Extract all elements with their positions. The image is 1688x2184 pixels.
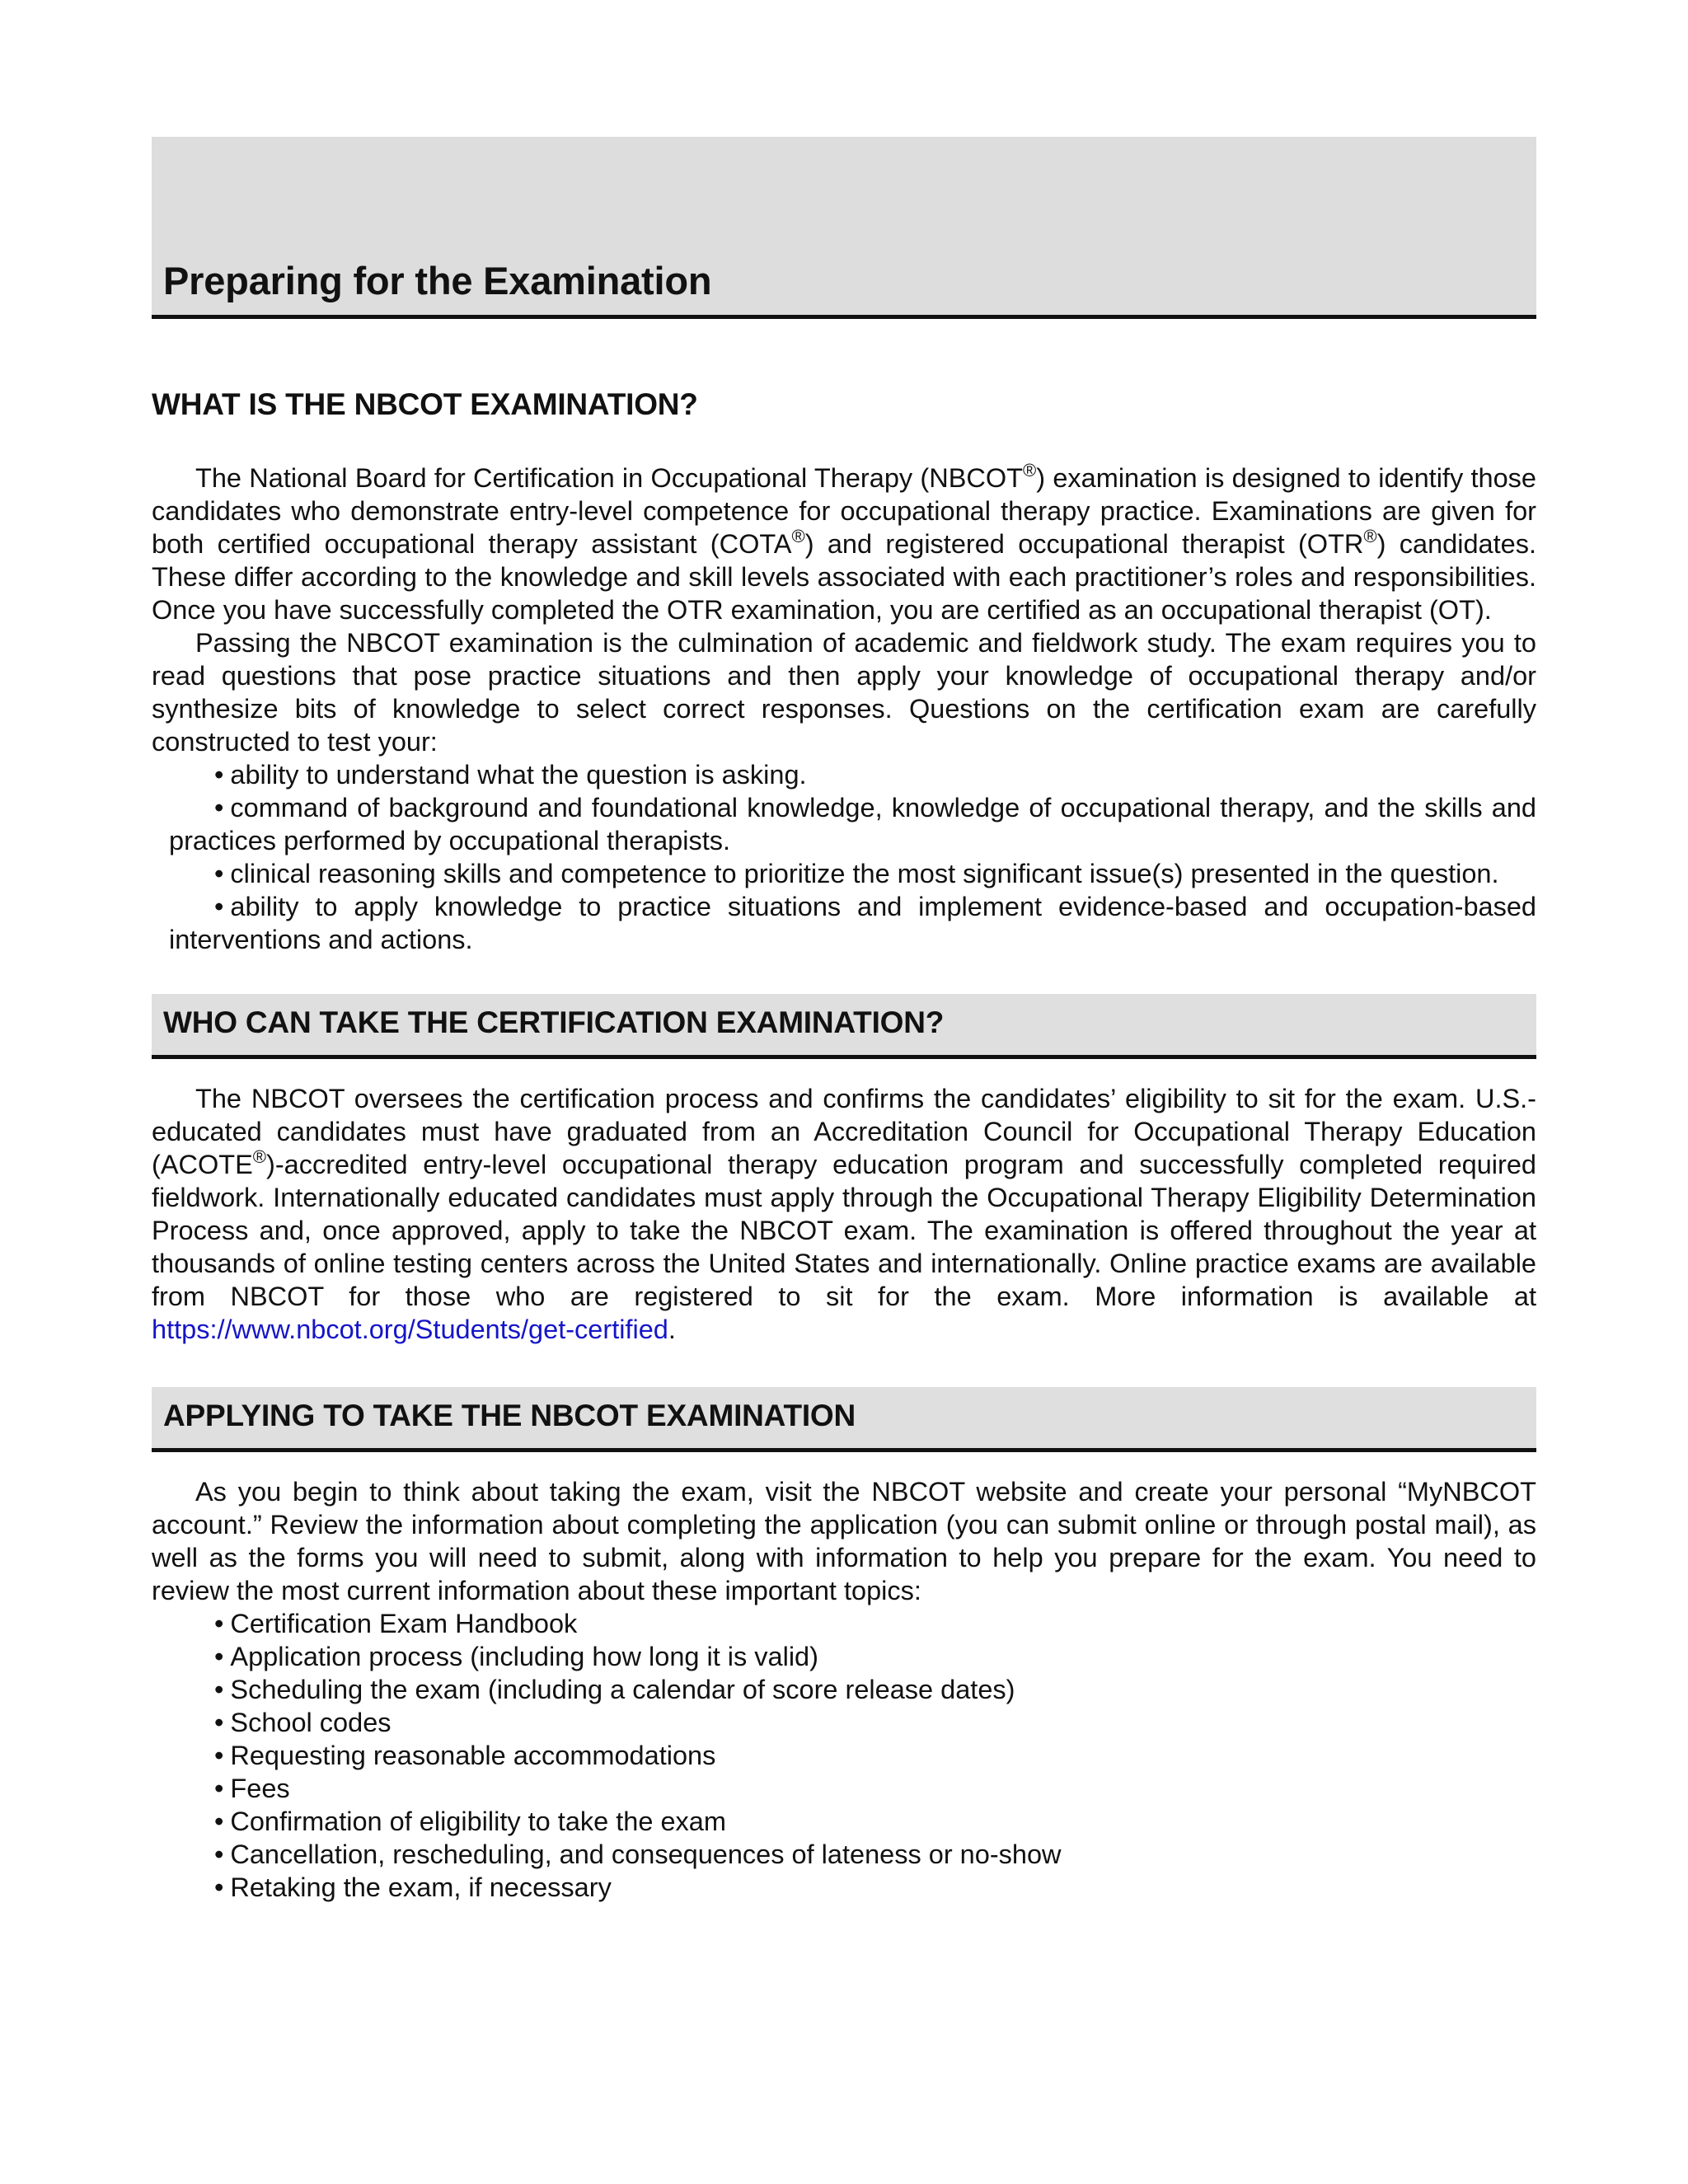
section-heading-what-is: WHAT IS THE NBCOT EXAMINATION? [152,387,698,421]
text-run: The National Board for Certification in Occupational Therapy (NBCOT [195,463,1024,493]
bullet-icon: • [214,1774,224,1803]
bullet-icon: • [214,892,224,921]
list-item-text: Application process (including how long it is valid) [230,1642,818,1671]
nbcot-get-certified-link[interactable]: https://www.nbcot.org/Students/get-certified [152,1315,668,1344]
list-item-text: School codes [230,1708,392,1737]
list-item [214,1640,1536,1673]
text-run: )-accredited entry-level occupational therapy education program and successfully completed required fieldwork. Internationally educated candidates must apply through the Occupational Therapy Eligibility Determination Process and, once approved, apply to take the NBCOT exam. The examination is offered throughout the year at thousands of online testing centers across the United States and internationally. Online practice exams are available from NBCOT for those who are registered to sit for the exam. More information is available at [152,1150,1536,1311]
registered-mark: ® [1023,460,1037,480]
important-topics-list [152,1607,1536,1904]
list-item-text: Cancellation, rescheduling, and consequences of lateness or no-show [230,1840,1062,1869]
bullet-icon: • [214,1642,224,1671]
text-run: . [668,1315,676,1344]
registered-mark: ® [791,526,805,546]
list-item-text: ability to understand what the question is asking. [230,760,807,790]
bullet-icon: • [214,1840,224,1869]
chapter-header-box [152,137,1536,319]
text-run: The NBCOT oversees the certification process and confirms the candidates’ eligibility to sit for the exam. U.S.-educated candidates must have graduated from an Accreditation Council for Occupational Therapy Education (ACOTE [152,1084,1536,1179]
bullet-icon: • [214,1609,224,1638]
spacer [152,1452,1536,1475]
bullet-icon: • [214,1807,224,1836]
paragraph-nbcot-definition [152,462,1536,626]
list-item [214,1871,1536,1904]
bullet-icon: • [214,760,224,790]
bullet-icon: • [214,1675,224,1704]
list-item [214,1706,1536,1739]
text-run: ) candidates. These differ according to the knowledge and skill levels associated with each practitioner’s roles and responsibilities. Once you have successfully completed the OTR examination, you are certified as an occupational therapist (OT). [152,529,1536,625]
bullet-icon: • [214,1872,224,1902]
paragraph-passing-exam: Passing the NBCOT examination is the culmination of academic and fieldwork study. The exam requires you to read questions that pose practice situations and then apply your knowledge of occupational therapy and/or synthesize bits of knowledge to select correct responses. Questions on the certification exam are carefully constructed to test your: [152,628,1536,757]
registered-mark: ® [252,1146,266,1167]
list-item [214,1805,1536,1838]
section-header-box-who-can-take [152,994,1536,1059]
registered-mark: ® [1363,526,1377,546]
list-item [214,1838,1536,1871]
exam-criteria-list [152,758,1536,956]
spacer [152,1059,1536,1082]
list-item-text: ability to apply knowledge to practice situations and implement evidence-based and occupation-based interventions and actions. [169,892,1536,954]
list-item-text: command of background and foundational knowledge, knowledge of occupational therapy, and the skills and practices performed by occupational therapists. [169,793,1536,855]
list-item [169,857,1536,890]
chapter-title: Preparing for the Examination [163,259,712,302]
paragraph-applying: As you begin to think about taking the exam, visit the NBCOT website and create your personal “MyNBCOT account.” Review the information about completing the application (you can submit online or through postal mail), as well as the forms you will need to submit, along with information to help you prepare for the exam. You need to review the most current information about these important topics: [152,1477,1536,1605]
list-item-text: Certification Exam Handbook [230,1609,578,1638]
section-heading-who-can-take: WHO CAN TAKE THE CERTIFICATION EXAMINATION? [163,1005,945,1039]
list-item [214,1772,1536,1805]
document-page [152,137,1536,1904]
list-item [169,791,1536,857]
list-item-text: Requesting reasonable accommodations [230,1741,716,1770]
bullet-icon: • [214,859,224,888]
spacer [152,956,1536,994]
list-item [169,758,1536,791]
bullet-icon: • [214,1741,224,1770]
list-item-text: Fees [230,1774,290,1803]
list-item-text: Scheduling the exam (including a calendar of score release dates) [230,1675,1015,1704]
spacer [152,422,1536,462]
bullet-icon: • [214,1708,224,1737]
list-item-text: Confirmation of eligibility to take the exam [230,1807,726,1836]
list-item [214,1739,1536,1772]
spacer [152,1346,1536,1387]
section-heading-applying: APPLYING TO TAKE THE NBCOT EXAMINATION [163,1399,856,1432]
list-item [214,1673,1536,1706]
paragraph-eligibility [152,1082,1536,1346]
text-run: ) and registered occupational therapist (OTR [804,529,1364,559]
section-header-box-applying [152,1387,1536,1452]
list-item [214,1607,1536,1640]
text-run: ) examination is designed to identify those candidates who demonstrate entry-level competence for occupational therapy practice. Examinations are given for both certified occupational therapy assistant (COTA [152,463,1537,559]
list-item [169,890,1536,956]
list-item-text: Retaking the exam, if necessary [230,1872,612,1902]
list-item-text: clinical reasoning skills and competence to prioritize the most significant issue(s) presented in the question. [230,859,1499,888]
spacer [152,319,1536,387]
bullet-icon: • [214,793,224,823]
